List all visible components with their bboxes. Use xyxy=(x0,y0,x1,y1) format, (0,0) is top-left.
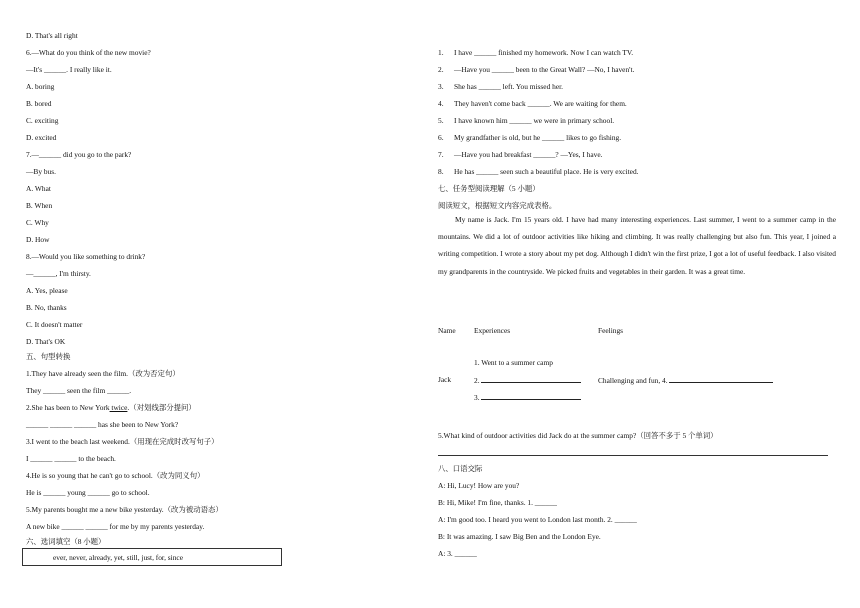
reading-q5: 5.What kind of outdoor activities did Jack do at the summer camp?（回答不多于 5 个单词） xyxy=(438,431,718,440)
dialogue-line: B: Hi, Mike! I'm fine, thanks. 1. ______ xyxy=(438,498,557,507)
q8-option-a: A. Yes, please xyxy=(26,286,68,295)
dialogue-line: A: Hi, Lucy! How are you? xyxy=(438,481,520,490)
table-feeling-label: Challenging and fun, 4. xyxy=(598,376,670,385)
section7-title: 七、任务型阅读理解（5 小题） xyxy=(438,184,540,193)
transform-q4-answer: He is ______ young ______ go to school. xyxy=(26,488,150,497)
answer-blank[interactable] xyxy=(481,392,581,400)
fill-item-num: 2. xyxy=(438,65,444,74)
q7-response: —By bus. xyxy=(26,167,56,176)
transform-q2 xyxy=(26,403,196,412)
table-feeling xyxy=(598,375,773,385)
fill-item-text: —Have you had breakfast ______? —Yes, I have. xyxy=(454,150,603,159)
q6-option-b: B. bored xyxy=(26,99,52,108)
q7-option-d: D. How xyxy=(26,235,50,244)
dialogue-line: A: 3. ______ xyxy=(438,549,477,558)
fill-item-text: I have ______ finished my homework. Now I can watch TV. xyxy=(454,48,634,57)
table-header-experiences: Experiences xyxy=(474,326,511,335)
transform-q5: 5.My parents bought me a new bike yesterday.（改为被动语态） xyxy=(26,505,223,514)
q8-option-b: B. No, thanks xyxy=(26,303,67,312)
q7-option-c: C. Why xyxy=(26,218,49,227)
reading-passage: My name is Jack. I'm 15 years old. I have had many interesting experiences. Last summer, I went to a summer camp in the mountains. We did a lot of outdoor activities like hiking and climbing. It was really challenging but also fun. This year, I joined a writing competition. I wrote a story about my pet dog. Although I didn't win the first prize, I got a lot of useful feedback. I also visited my grandparents in the countryside. We picked fruits and vegetables in their garden. It was a great time. xyxy=(438,215,836,276)
word-bank: ever, never, already, yet, still, just, for, since xyxy=(53,553,183,562)
section8-title: 八、口语交际 xyxy=(438,464,483,473)
fill-item-num: 7. xyxy=(438,150,444,159)
q6-question: 6.—What do you think of the new movie? xyxy=(26,48,151,57)
q8-option-c: C. It doesn't matter xyxy=(26,320,83,329)
fill-item-num: 6. xyxy=(438,133,444,142)
q7-option-b: B. When xyxy=(26,201,53,210)
q7-option-a: A. What xyxy=(26,184,51,193)
table-header-feelings: Feelings xyxy=(598,326,624,335)
transform-q5-answer: A new bike ______ ______ for me by my parents yesterday. xyxy=(26,522,205,531)
dialogue-line: B: It was amazing. I saw Big Ben and the London Eye. xyxy=(438,532,601,541)
fill-item-text: My grandfather is old, but he ______ likes to go fishing. xyxy=(454,133,622,142)
q8-response: —______, I'm thirsty. xyxy=(26,269,91,278)
transform-q2-note: .（对划线部分提问） xyxy=(127,403,196,412)
fill-item-num: 1. xyxy=(438,48,444,57)
fill-item-num: 8. xyxy=(438,167,444,176)
table-header-name: Name xyxy=(438,326,456,335)
fill-item-text: She has ______ left. You missed her. xyxy=(454,82,564,91)
q6-option-a: A. boring xyxy=(26,82,55,91)
q6-response: —It's ______. I really like it. xyxy=(26,65,112,74)
table-exp-2 xyxy=(474,375,581,385)
fill-item-text: He has ______ seen such a beautiful place. He is very excited. xyxy=(454,167,639,176)
transform-q1: 1.They have already seen the film.（改为否定句） xyxy=(26,369,180,378)
answer-blank[interactable] xyxy=(481,375,581,383)
section5-title: 五、句型转换 xyxy=(26,352,71,361)
underlined-word: twice xyxy=(109,403,128,412)
answer-blank[interactable] xyxy=(669,375,773,383)
answer-line[interactable] xyxy=(438,455,828,456)
dialogue-line: A: I'm good too. I heard you went to London last month. 2. ______ xyxy=(438,515,637,524)
q6-option-c: C. exciting xyxy=(26,116,59,125)
fill-item-text: —Have you ______ been to the Great Wall? —No, I haven't. xyxy=(454,65,635,74)
transform-q3-answer: I ______ ______ to the beach. xyxy=(26,454,116,463)
fill-item-num: 5. xyxy=(438,116,444,125)
table-exp-1: 1. Went to a summer camp xyxy=(474,358,553,367)
q7-question: 7.—______ did you go to the park? xyxy=(26,150,132,159)
transform-q4: 4.He is so young that he can't go to school.（改为同义句） xyxy=(26,471,205,480)
section6-title: 六、选词填空（8 小题） xyxy=(26,537,106,546)
transform-q1-answer: They ______ seen the film ______. xyxy=(26,386,132,395)
fill-item-text: I have known him ______ we were in primary school. xyxy=(454,116,615,125)
fill-item-num: 4. xyxy=(438,99,444,108)
transform-q2-text: 2.She has been to New York xyxy=(26,403,110,412)
fill-item-text: They haven't come back ______. We are waiting for them. xyxy=(454,99,627,108)
q8-question: 8.—Would you like something to drink? xyxy=(26,252,146,261)
word-bank-box xyxy=(22,548,282,566)
section7-instruction: 阅读短文，根据短文内容完成表格。 xyxy=(438,201,557,210)
q6-option-d: D. excited xyxy=(26,133,57,142)
transform-q2-answer: ______ ______ ______ has she been to New York? xyxy=(26,420,179,429)
q5-option-d: D. That's all right xyxy=(26,31,78,40)
table-name-jack: Jack xyxy=(438,375,452,384)
transform-q3: 3.I went to the beach last weekend.（用现在完成时改写句子） xyxy=(26,437,219,446)
table-exp-2-label: 2. xyxy=(474,376,482,385)
fill-item-num: 3. xyxy=(438,82,444,91)
table-exp-3 xyxy=(474,392,581,402)
q8-option-d: D. That's OK xyxy=(26,337,66,346)
table-exp-3-label: 3. xyxy=(474,393,482,402)
